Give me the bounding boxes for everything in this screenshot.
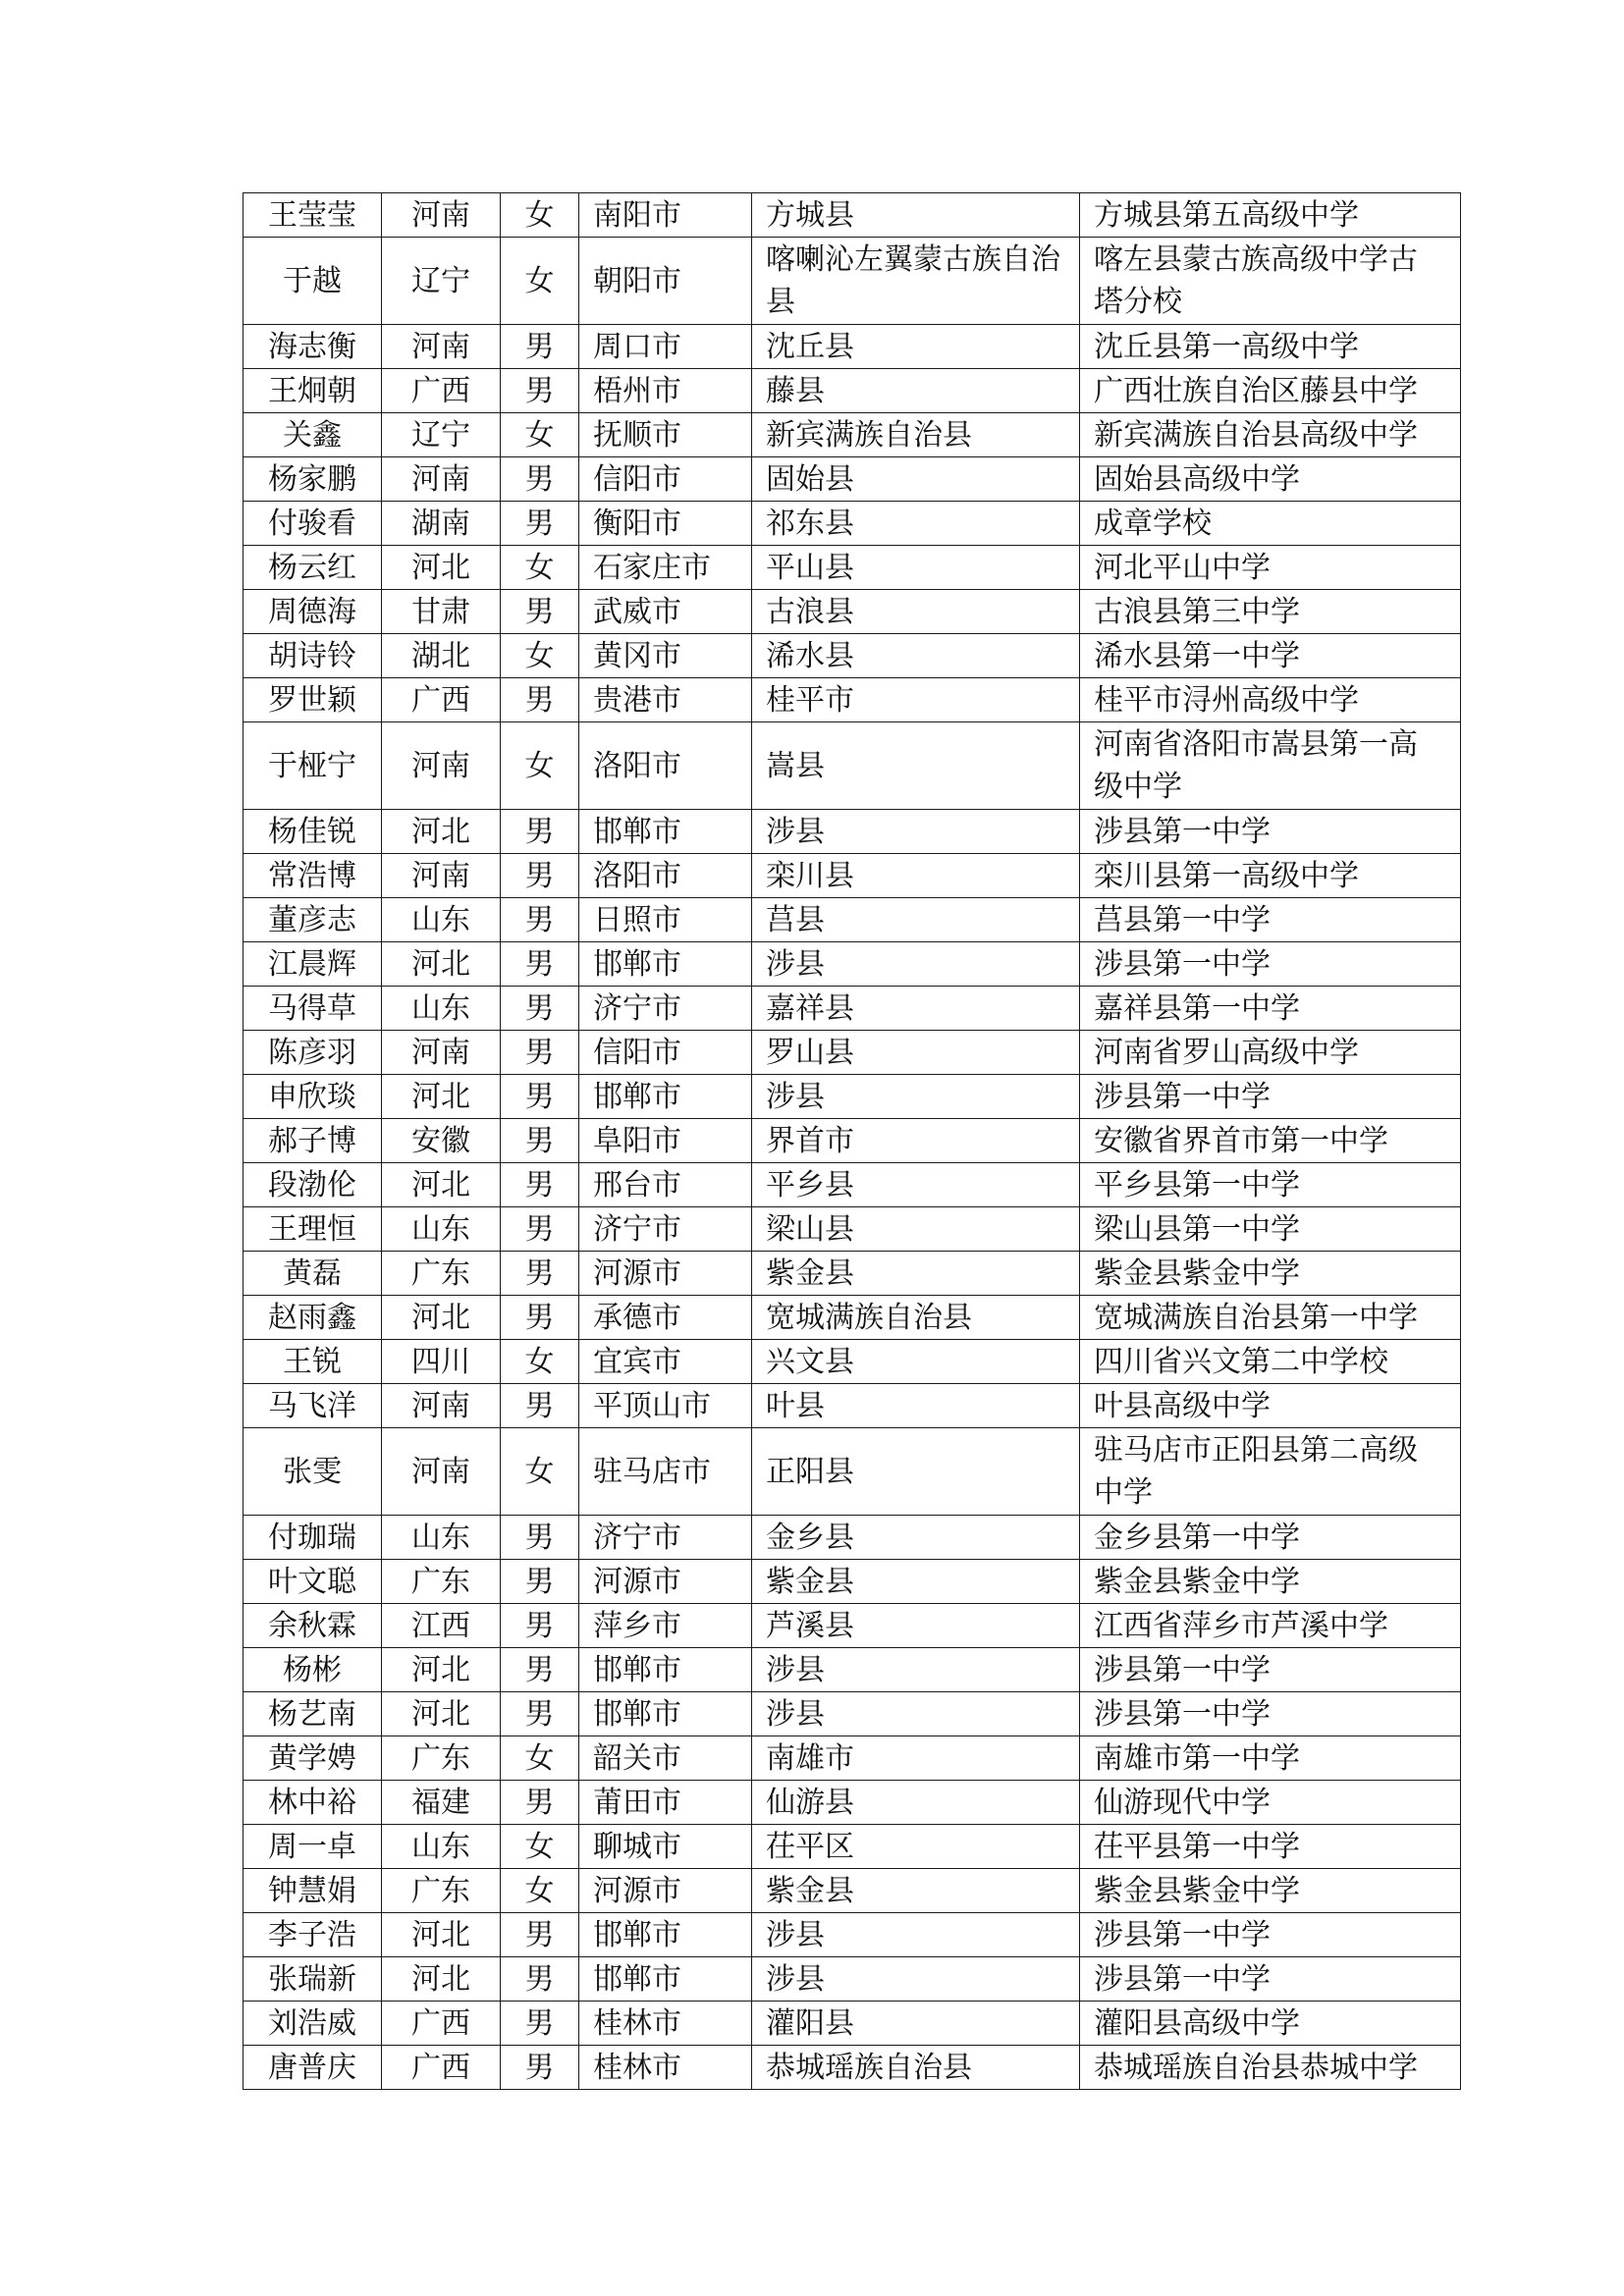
cell-county: 平乡县	[752, 1163, 1080, 1207]
cell-name: 杨彬	[244, 1648, 382, 1692]
cell-county: 南雄市	[752, 1736, 1080, 1781]
cell-city: 朝阳市	[579, 238, 752, 325]
cell-school: 叶县高级中学	[1080, 1384, 1461, 1428]
cell-province: 山东	[382, 987, 501, 1031]
table-row	[244, 1428, 1461, 1516]
cell-city: 信阳市	[579, 457, 752, 502]
cell-province: 河北	[382, 546, 501, 590]
cell-school: 宽城满族自治县第一中学	[1080, 1296, 1461, 1340]
cell-school: 四川省兴文第二中学校	[1080, 1340, 1461, 1384]
cell-province: 广西	[382, 678, 501, 722]
cell-school: 驻马店市正阳县第二高级中学	[1080, 1428, 1461, 1516]
table-row	[244, 1075, 1461, 1119]
cell-county: 梁山县	[752, 1207, 1080, 1252]
cell-city: 承德市	[579, 1296, 752, 1340]
cell-province: 河南	[382, 854, 501, 898]
table-row	[244, 810, 1461, 854]
cell-gender: 男	[501, 1075, 579, 1119]
cell-city: 南阳市	[579, 193, 752, 238]
cell-county: 方城县	[752, 193, 1080, 238]
cell-name: 江晨辉	[244, 942, 382, 987]
cell-school: 仙游现代中学	[1080, 1781, 1461, 1825]
cell-gender: 男	[501, 898, 579, 942]
cell-name: 段渤伦	[244, 1163, 382, 1207]
cell-county: 涉县	[752, 1913, 1080, 1957]
cell-name: 杨家鹏	[244, 457, 382, 502]
cell-school: 平乡县第一中学	[1080, 1163, 1461, 1207]
cell-name: 马得草	[244, 987, 382, 1031]
cell-city: 聊城市	[579, 1825, 752, 1869]
cell-city: 邯郸市	[579, 1957, 752, 2002]
table-row	[244, 1163, 1461, 1207]
cell-county: 嘉祥县	[752, 987, 1080, 1031]
cell-province: 河南	[382, 1031, 501, 1075]
cell-gender: 男	[501, 1384, 579, 1428]
cell-gender: 男	[501, 590, 579, 634]
cell-gender: 女	[501, 1825, 579, 1869]
table-row	[244, 1957, 1461, 2002]
cell-school: 浠水县第一中学	[1080, 634, 1461, 678]
cell-province: 河北	[382, 810, 501, 854]
table-row	[244, 678, 1461, 722]
cell-gender: 女	[501, 634, 579, 678]
cell-school: 灌阳县高级中学	[1080, 2002, 1461, 2046]
cell-city: 邢台市	[579, 1163, 752, 1207]
cell-county: 紫金县	[752, 1869, 1080, 1913]
cell-city: 贵港市	[579, 678, 752, 722]
table-row	[244, 1736, 1461, 1781]
cell-city: 河源市	[579, 1869, 752, 1913]
table-row	[244, 854, 1461, 898]
cell-school: 梁山县第一中学	[1080, 1207, 1461, 1252]
cell-county: 喀喇沁左翼蒙古族自治县	[752, 238, 1080, 325]
cell-county: 莒县	[752, 898, 1080, 942]
cell-name: 海志衡	[244, 325, 382, 369]
cell-name: 马飞洋	[244, 1384, 382, 1428]
table-row	[244, 1384, 1461, 1428]
cell-city: 桂林市	[579, 2002, 752, 2046]
cell-name: 杨云红	[244, 546, 382, 590]
cell-county: 嵩县	[752, 722, 1080, 810]
cell-school: 广西壮族自治区藤县中学	[1080, 369, 1461, 413]
cell-school: 栾川县第一高级中学	[1080, 854, 1461, 898]
cell-gender: 男	[501, 1560, 579, 1604]
cell-gender: 男	[501, 369, 579, 413]
cell-city: 石家庄市	[579, 546, 752, 590]
table-row	[244, 942, 1461, 987]
cell-city: 抚顺市	[579, 413, 752, 457]
cell-school: 涉县第一中学	[1080, 810, 1461, 854]
cell-province: 山东	[382, 1516, 501, 1560]
cell-name: 黄学娉	[244, 1736, 382, 1781]
table-row	[244, 325, 1461, 369]
cell-gender: 男	[501, 2002, 579, 2046]
cell-school: 喀左县蒙古族高级中学古塔分校	[1080, 238, 1461, 325]
cell-name: 张雯	[244, 1428, 382, 1516]
cell-province: 河北	[382, 1957, 501, 2002]
cell-province: 甘肃	[382, 590, 501, 634]
cell-county: 藤县	[752, 369, 1080, 413]
cell-school: 涉县第一中学	[1080, 1913, 1461, 1957]
table-row	[244, 193, 1461, 238]
cell-name: 申欣琰	[244, 1075, 382, 1119]
cell-city: 济宁市	[579, 1207, 752, 1252]
cell-gender: 男	[501, 1692, 579, 1736]
cell-city: 桂林市	[579, 2046, 752, 2090]
cell-school: 涉县第一中学	[1080, 1692, 1461, 1736]
cell-gender: 男	[501, 325, 579, 369]
cell-city: 邯郸市	[579, 1075, 752, 1119]
cell-gender: 男	[501, 810, 579, 854]
table-row	[244, 634, 1461, 678]
cell-county: 仙游县	[752, 1781, 1080, 1825]
cell-gender: 男	[501, 1648, 579, 1692]
cell-county: 沈丘县	[752, 325, 1080, 369]
cell-name: 董彦志	[244, 898, 382, 942]
cell-gender: 女	[501, 413, 579, 457]
cell-name: 王理恒	[244, 1207, 382, 1252]
cell-city: 平顶山市	[579, 1384, 752, 1428]
table-row	[244, 1252, 1461, 1296]
cell-province: 山东	[382, 1207, 501, 1252]
cell-province: 湖南	[382, 502, 501, 546]
cell-county: 涉县	[752, 1075, 1080, 1119]
cell-province: 福建	[382, 1781, 501, 1825]
table-row	[244, 1031, 1461, 1075]
cell-county: 宽城满族自治县	[752, 1296, 1080, 1340]
cell-province: 山东	[382, 898, 501, 942]
table-row	[244, 369, 1461, 413]
cell-county: 正阳县	[752, 1428, 1080, 1516]
cell-name: 叶文聪	[244, 1560, 382, 1604]
cell-name: 周一卓	[244, 1825, 382, 1869]
cell-school: 涉县第一中学	[1080, 1648, 1461, 1692]
cell-school: 安徽省界首市第一中学	[1080, 1119, 1461, 1163]
cell-name: 唐普庆	[244, 2046, 382, 2090]
cell-city: 周口市	[579, 325, 752, 369]
cell-city: 邯郸市	[579, 810, 752, 854]
table-row	[244, 457, 1461, 502]
cell-name: 罗世颖	[244, 678, 382, 722]
cell-province: 广东	[382, 1560, 501, 1604]
cell-city: 梧州市	[579, 369, 752, 413]
cell-city: 济宁市	[579, 987, 752, 1031]
cell-gender: 女	[501, 546, 579, 590]
cell-county: 叶县	[752, 1384, 1080, 1428]
cell-province: 河北	[382, 1075, 501, 1119]
table-row	[244, 2046, 1461, 2090]
cell-gender: 男	[501, 942, 579, 987]
cell-county: 栾川县	[752, 854, 1080, 898]
cell-province: 河南	[382, 193, 501, 238]
cell-province: 广西	[382, 369, 501, 413]
cell-school: 古浪县第三中学	[1080, 590, 1461, 634]
cell-county: 平山县	[752, 546, 1080, 590]
cell-city: 驻马店市	[579, 1428, 752, 1516]
table-row	[244, 502, 1461, 546]
cell-school: 涉县第一中学	[1080, 942, 1461, 987]
cell-city: 黄冈市	[579, 634, 752, 678]
cell-county: 新宾满族自治县	[752, 413, 1080, 457]
cell-name: 陈彦羽	[244, 1031, 382, 1075]
cell-school: 方城县第五高级中学	[1080, 193, 1461, 238]
cell-city: 武威市	[579, 590, 752, 634]
cell-name: 杨佳锐	[244, 810, 382, 854]
cell-name: 李子浩	[244, 1913, 382, 1957]
roster-body	[244, 193, 1461, 2090]
cell-gender: 女	[501, 1340, 579, 1384]
cell-city: 萍乡市	[579, 1604, 752, 1648]
cell-province: 河北	[382, 1913, 501, 1957]
cell-school: 河北平山中学	[1080, 546, 1461, 590]
table-row	[244, 413, 1461, 457]
cell-school: 桂平市浔州高级中学	[1080, 678, 1461, 722]
cell-gender: 女	[501, 238, 579, 325]
cell-province: 河北	[382, 942, 501, 987]
cell-province: 河北	[382, 1163, 501, 1207]
cell-gender: 男	[501, 1516, 579, 1560]
cell-county: 桂平市	[752, 678, 1080, 722]
table-row	[244, 2002, 1461, 2046]
cell-gender: 男	[501, 1163, 579, 1207]
cell-city: 洛阳市	[579, 722, 752, 810]
cell-province: 广东	[382, 1736, 501, 1781]
cell-gender: 男	[501, 1957, 579, 2002]
cell-gender: 女	[501, 1736, 579, 1781]
cell-city: 邯郸市	[579, 1913, 752, 1957]
cell-name: 胡诗铃	[244, 634, 382, 678]
cell-school: 河南省罗山高级中学	[1080, 1031, 1461, 1075]
cell-gender: 男	[501, 1031, 579, 1075]
cell-school: 沈丘县第一高级中学	[1080, 325, 1461, 369]
cell-gender: 男	[501, 1781, 579, 1825]
cell-province: 辽宁	[382, 238, 501, 325]
cell-province: 广东	[382, 1869, 501, 1913]
student-roster-table	[243, 192, 1461, 2090]
cell-name: 郝子博	[244, 1119, 382, 1163]
cell-school: 紫金县紫金中学	[1080, 1869, 1461, 1913]
cell-province: 四川	[382, 1340, 501, 1384]
cell-city: 邯郸市	[579, 1648, 752, 1692]
cell-gender: 男	[501, 1119, 579, 1163]
table-row	[244, 1296, 1461, 1340]
cell-province: 河南	[382, 325, 501, 369]
cell-gender: 女	[501, 1869, 579, 1913]
cell-province: 湖北	[382, 634, 501, 678]
cell-name: 黄磊	[244, 1252, 382, 1296]
cell-city: 莆田市	[579, 1781, 752, 1825]
cell-gender: 男	[501, 2046, 579, 2090]
cell-city: 信阳市	[579, 1031, 752, 1075]
table-row	[244, 1913, 1461, 1957]
cell-gender: 女	[501, 1428, 579, 1516]
cell-province: 安徽	[382, 1119, 501, 1163]
cell-county: 古浪县	[752, 590, 1080, 634]
cell-name: 付骏看	[244, 502, 382, 546]
cell-school: 嘉祥县第一中学	[1080, 987, 1461, 1031]
cell-city: 阜阳市	[579, 1119, 752, 1163]
cell-county: 界首市	[752, 1119, 1080, 1163]
cell-gender: 女	[501, 193, 579, 238]
cell-county: 紫金县	[752, 1560, 1080, 1604]
cell-county: 祁东县	[752, 502, 1080, 546]
table-row	[244, 722, 1461, 810]
table-row	[244, 1604, 1461, 1648]
cell-name: 于越	[244, 238, 382, 325]
table-row	[244, 1207, 1461, 1252]
cell-city: 韶关市	[579, 1736, 752, 1781]
table-row	[244, 238, 1461, 325]
cell-county: 兴文县	[752, 1340, 1080, 1384]
cell-name: 常浩博	[244, 854, 382, 898]
cell-school: 河南省洛阳市嵩县第一高级中学	[1080, 722, 1461, 810]
cell-county: 金乡县	[752, 1516, 1080, 1560]
cell-school: 涉县第一中学	[1080, 1957, 1461, 2002]
cell-gender: 男	[501, 678, 579, 722]
cell-city: 河源市	[579, 1560, 752, 1604]
cell-province: 河南	[382, 457, 501, 502]
cell-county: 涉县	[752, 810, 1080, 854]
cell-school: 涉县第一中学	[1080, 1075, 1461, 1119]
cell-name: 于桠宁	[244, 722, 382, 810]
cell-school: 南雄市第一中学	[1080, 1736, 1461, 1781]
cell-province: 河南	[382, 722, 501, 810]
cell-name: 刘浩威	[244, 2002, 382, 2046]
cell-name: 王炯朝	[244, 369, 382, 413]
table-row	[244, 1648, 1461, 1692]
cell-name: 杨艺南	[244, 1692, 382, 1736]
cell-name: 付珈瑞	[244, 1516, 382, 1560]
cell-city: 邯郸市	[579, 942, 752, 987]
cell-county: 灌阳县	[752, 2002, 1080, 2046]
cell-name: 林中裕	[244, 1781, 382, 1825]
cell-city: 衡阳市	[579, 502, 752, 546]
cell-province: 广西	[382, 2002, 501, 2046]
cell-county: 涉县	[752, 1957, 1080, 2002]
cell-school: 紫金县紫金中学	[1080, 1560, 1461, 1604]
cell-province: 广西	[382, 2046, 501, 2090]
table-row	[244, 987, 1461, 1031]
cell-gender: 女	[501, 722, 579, 810]
cell-gender: 男	[501, 1252, 579, 1296]
cell-city: 河源市	[579, 1252, 752, 1296]
table-row	[244, 1560, 1461, 1604]
cell-gender: 男	[501, 854, 579, 898]
table-row	[244, 1692, 1461, 1736]
cell-county: 涉县	[752, 942, 1080, 987]
table-row	[244, 546, 1461, 590]
table-row	[244, 1869, 1461, 1913]
table-row	[244, 1825, 1461, 1869]
cell-school: 恭城瑶族自治县恭城中学	[1080, 2046, 1461, 2090]
cell-school: 固始县高级中学	[1080, 457, 1461, 502]
cell-school: 成章学校	[1080, 502, 1461, 546]
cell-county: 固始县	[752, 457, 1080, 502]
table-row	[244, 1340, 1461, 1384]
cell-city: 洛阳市	[579, 854, 752, 898]
cell-school: 江西省萍乡市芦溪中学	[1080, 1604, 1461, 1648]
cell-province: 河北	[382, 1296, 501, 1340]
cell-county: 涉县	[752, 1692, 1080, 1736]
cell-school: 莒县第一中学	[1080, 898, 1461, 942]
table-row	[244, 1516, 1461, 1560]
cell-school: 紫金县紫金中学	[1080, 1252, 1461, 1296]
cell-county: 芦溪县	[752, 1604, 1080, 1648]
table-row	[244, 1119, 1461, 1163]
cell-gender: 男	[501, 457, 579, 502]
table-row	[244, 590, 1461, 634]
cell-name: 赵雨鑫	[244, 1296, 382, 1340]
cell-gender: 男	[501, 1296, 579, 1340]
cell-school: 新宾满族自治县高级中学	[1080, 413, 1461, 457]
cell-city: 济宁市	[579, 1516, 752, 1560]
cell-county: 恭城瑶族自治县	[752, 2046, 1080, 2090]
cell-name: 张瑞新	[244, 1957, 382, 2002]
cell-county: 罗山县	[752, 1031, 1080, 1075]
cell-province: 河北	[382, 1692, 501, 1736]
cell-province: 河南	[382, 1384, 501, 1428]
cell-city: 宜宾市	[579, 1340, 752, 1384]
cell-province: 辽宁	[382, 413, 501, 457]
table-row	[244, 1781, 1461, 1825]
cell-name: 周德海	[244, 590, 382, 634]
cell-gender: 男	[501, 1604, 579, 1648]
cell-name: 关鑫	[244, 413, 382, 457]
cell-province: 江西	[382, 1604, 501, 1648]
cell-city: 邯郸市	[579, 1692, 752, 1736]
cell-name: 余秋霖	[244, 1604, 382, 1648]
cell-name: 王锐	[244, 1340, 382, 1384]
cell-gender: 男	[501, 1913, 579, 1957]
cell-province: 河北	[382, 1648, 501, 1692]
cell-province: 河南	[382, 1428, 501, 1516]
cell-school: 茌平县第一中学	[1080, 1825, 1461, 1869]
cell-gender: 男	[501, 502, 579, 546]
cell-county: 浠水县	[752, 634, 1080, 678]
cell-name: 钟慧娟	[244, 1869, 382, 1913]
cell-province: 广东	[382, 1252, 501, 1296]
cell-county: 涉县	[752, 1648, 1080, 1692]
cell-county: 茌平区	[752, 1825, 1080, 1869]
table-row	[244, 898, 1461, 942]
cell-name: 王莹莹	[244, 193, 382, 238]
cell-gender: 男	[501, 987, 579, 1031]
cell-school: 金乡县第一中学	[1080, 1516, 1461, 1560]
cell-city: 日照市	[579, 898, 752, 942]
cell-gender: 男	[501, 1207, 579, 1252]
cell-county: 紫金县	[752, 1252, 1080, 1296]
cell-province: 山东	[382, 1825, 501, 1869]
